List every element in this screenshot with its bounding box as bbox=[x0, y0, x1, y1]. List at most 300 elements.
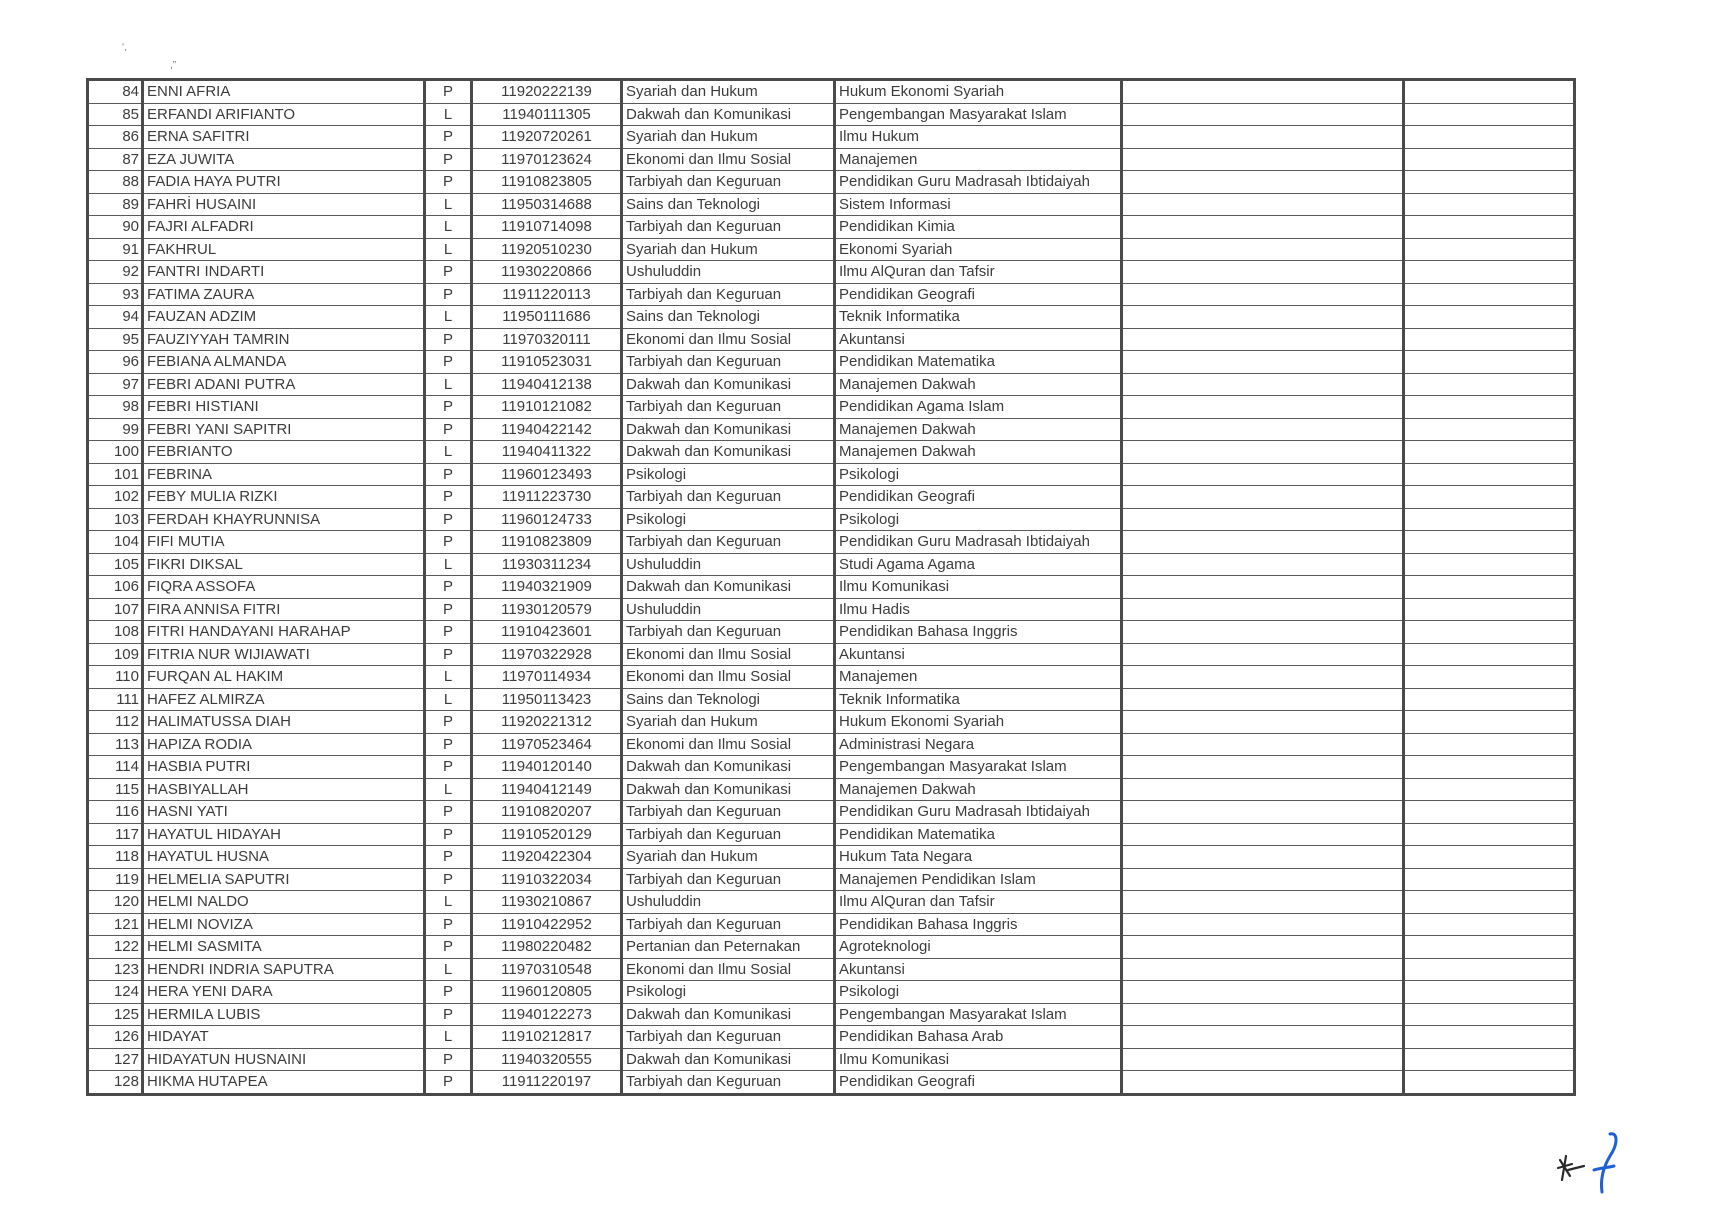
row-number-cell: 125 bbox=[88, 1003, 143, 1026]
student-id-nim-cell: 11940412149 bbox=[472, 778, 622, 801]
table-row bbox=[88, 508, 1575, 531]
student-name-cell: HAFEZ ALMIRZA bbox=[143, 688, 425, 711]
student-id-nim-cell: 11930311234 bbox=[472, 553, 622, 576]
student-name-cell: FAHRİ HUSAINI bbox=[143, 193, 425, 216]
faculty-cell: Tarbiyah dan Keguruan bbox=[622, 396, 835, 419]
empty-notes-cell bbox=[1122, 328, 1404, 351]
gender-cell: P bbox=[425, 1003, 472, 1026]
study-program-cell: Pengembangan Masyarakat Islam bbox=[835, 103, 1122, 126]
empty-notes-cell bbox=[1122, 823, 1404, 846]
empty-notes-cell bbox=[1122, 868, 1404, 891]
table-row bbox=[88, 396, 1575, 419]
empty-notes-cell bbox=[1122, 80, 1404, 104]
student-name-cell: FERDAH KHAYRUNNISA bbox=[143, 508, 425, 531]
student-id-nim-cell: 11910714098 bbox=[472, 216, 622, 239]
faculty-cell: Ushuluddin bbox=[622, 598, 835, 621]
student-id-nim-cell: 11910423601 bbox=[472, 621, 622, 644]
student-id-nim-cell: 11960120805 bbox=[472, 981, 622, 1004]
student-id-nim-cell: 11950113423 bbox=[472, 688, 622, 711]
faculty-cell: Tarbiyah dan Keguruan bbox=[622, 486, 835, 509]
faculty-cell: Dakwah dan Komunikasi bbox=[622, 1003, 835, 1026]
study-program-cell: Ilmu Komunikasi bbox=[835, 576, 1122, 599]
study-program-cell: Pendidikan Guru Madrasah Ibtidaiyah bbox=[835, 171, 1122, 194]
empty-notes-cell bbox=[1122, 643, 1404, 666]
student-id-nim-cell: 11960124733 bbox=[472, 508, 622, 531]
student-name-cell: FAKHRUL bbox=[143, 238, 425, 261]
empty-notes-cell bbox=[1122, 238, 1404, 261]
faculty-cell: Pertanian dan Peternakan bbox=[622, 936, 835, 959]
study-program-cell: Manajemen Pendidikan Islam bbox=[835, 868, 1122, 891]
empty-signature-cell bbox=[1404, 666, 1575, 689]
empty-notes-cell bbox=[1122, 148, 1404, 171]
gender-cell: P bbox=[425, 486, 472, 509]
faculty-cell: Sains dan Teknologi bbox=[622, 193, 835, 216]
empty-signature-cell bbox=[1404, 688, 1575, 711]
student-name-cell: EZA JUWITA bbox=[143, 148, 425, 171]
study-program-cell: Teknik Informatika bbox=[835, 688, 1122, 711]
faculty-cell: Tarbiyah dan Keguruan bbox=[622, 868, 835, 891]
study-program-cell: Hukum Tata Negara bbox=[835, 846, 1122, 869]
empty-signature-cell bbox=[1404, 643, 1575, 666]
row-number-cell: 111 bbox=[88, 688, 143, 711]
gender-cell: P bbox=[425, 126, 472, 149]
row-number-cell: 93 bbox=[88, 283, 143, 306]
scan-speck: ,” bbox=[170, 60, 177, 71]
empty-signature-cell bbox=[1404, 823, 1575, 846]
faculty-cell: Tarbiyah dan Keguruan bbox=[622, 216, 835, 239]
table-row bbox=[88, 823, 1575, 846]
study-program-cell: Psikologi bbox=[835, 508, 1122, 531]
empty-notes-cell bbox=[1122, 1048, 1404, 1071]
table-row bbox=[88, 576, 1575, 599]
table-row bbox=[88, 936, 1575, 959]
row-number-cell: 91 bbox=[88, 238, 143, 261]
empty-signature-cell bbox=[1404, 351, 1575, 374]
student-id-nim-cell: 11940111305 bbox=[472, 103, 622, 126]
gender-cell: L bbox=[425, 958, 472, 981]
empty-notes-cell bbox=[1122, 283, 1404, 306]
student-name-cell: HIDAYAT bbox=[143, 1026, 425, 1049]
student-id-nim-cell: 11911223730 bbox=[472, 486, 622, 509]
study-program-cell: Psikologi bbox=[835, 463, 1122, 486]
table-row bbox=[88, 846, 1575, 869]
study-program-cell: Pendidikan Agama Islam bbox=[835, 396, 1122, 419]
gender-cell: P bbox=[425, 418, 472, 441]
gender-cell: L bbox=[425, 666, 472, 689]
row-number-cell: 114 bbox=[88, 756, 143, 779]
empty-notes-cell bbox=[1122, 1026, 1404, 1049]
student-id-nim-cell: 11940122273 bbox=[472, 1003, 622, 1026]
faculty-cell: Sains dan Teknologi bbox=[622, 306, 835, 329]
student-id-nim-cell: 11940412138 bbox=[472, 373, 622, 396]
empty-notes-cell bbox=[1122, 576, 1404, 599]
gender-cell: P bbox=[425, 711, 472, 734]
empty-signature-cell bbox=[1404, 958, 1575, 981]
gender-cell: P bbox=[425, 328, 472, 351]
gender-cell: P bbox=[425, 261, 472, 284]
empty-signature-cell bbox=[1404, 80, 1575, 104]
study-program-cell: Manajemen Dakwah bbox=[835, 373, 1122, 396]
table-row bbox=[88, 1003, 1575, 1026]
student-id-nim-cell: 11910212817 bbox=[472, 1026, 622, 1049]
study-program-cell: Pengembangan Masyarakat Islam bbox=[835, 756, 1122, 779]
empty-signature-cell bbox=[1404, 1071, 1575, 1095]
table-row bbox=[88, 373, 1575, 396]
empty-signature-cell bbox=[1404, 891, 1575, 914]
empty-signature-cell bbox=[1404, 373, 1575, 396]
faculty-cell: Tarbiyah dan Keguruan bbox=[622, 1026, 835, 1049]
gender-cell: P bbox=[425, 598, 472, 621]
gender-cell: P bbox=[425, 396, 472, 419]
study-program-cell: Pendidikan Geografi bbox=[835, 486, 1122, 509]
faculty-cell: Tarbiyah dan Keguruan bbox=[622, 823, 835, 846]
empty-notes-cell bbox=[1122, 486, 1404, 509]
table-row bbox=[88, 328, 1575, 351]
gender-cell: L bbox=[425, 778, 472, 801]
table-row bbox=[88, 756, 1575, 779]
row-number-cell: 85 bbox=[88, 103, 143, 126]
empty-signature-cell bbox=[1404, 418, 1575, 441]
empty-signature-cell bbox=[1404, 463, 1575, 486]
student-id-nim-cell: 11910820207 bbox=[472, 801, 622, 824]
empty-notes-cell bbox=[1122, 103, 1404, 126]
empty-signature-cell bbox=[1404, 936, 1575, 959]
student-id-nim-cell: 11940321909 bbox=[472, 576, 622, 599]
gender-cell: L bbox=[425, 373, 472, 396]
row-number-cell: 97 bbox=[88, 373, 143, 396]
faculty-cell: Syariah dan Hukum bbox=[622, 846, 835, 869]
empty-signature-cell bbox=[1404, 441, 1575, 464]
empty-notes-cell bbox=[1122, 396, 1404, 419]
table-row bbox=[88, 441, 1575, 464]
student-name-cell: HAPIZA RODIA bbox=[143, 733, 425, 756]
row-number-cell: 118 bbox=[88, 846, 143, 869]
student-name-cell: FURQAN AL HAKIM bbox=[143, 666, 425, 689]
empty-signature-cell bbox=[1404, 1026, 1575, 1049]
empty-notes-cell bbox=[1122, 621, 1404, 644]
student-id-nim-cell: 11970523464 bbox=[472, 733, 622, 756]
faculty-cell: Ekonomi dan Ilmu Sosial bbox=[622, 666, 835, 689]
row-number-cell: 92 bbox=[88, 261, 143, 284]
study-program-cell: Hukum Ekonomi Syariah bbox=[835, 80, 1122, 104]
student-roster-table bbox=[86, 78, 1576, 1096]
empty-notes-cell bbox=[1122, 1003, 1404, 1026]
gender-cell: P bbox=[425, 1071, 472, 1095]
empty-notes-cell bbox=[1122, 351, 1404, 374]
student-name-cell: HIKMA HUTAPEA bbox=[143, 1071, 425, 1095]
empty-notes-cell bbox=[1122, 733, 1404, 756]
student-name-cell: HENDRI INDRIA SAPUTRA bbox=[143, 958, 425, 981]
study-program-cell: Manajemen bbox=[835, 148, 1122, 171]
empty-notes-cell bbox=[1122, 126, 1404, 149]
empty-signature-cell bbox=[1404, 193, 1575, 216]
study-program-cell: Administrasi Negara bbox=[835, 733, 1122, 756]
student-name-cell: FATIMA ZAURA bbox=[143, 283, 425, 306]
student-name-cell: HASBIYALLAH bbox=[143, 778, 425, 801]
student-name-cell: HAYATUL HIDAYAH bbox=[143, 823, 425, 846]
empty-signature-cell bbox=[1404, 508, 1575, 531]
empty-signature-cell bbox=[1404, 103, 1575, 126]
study-program-cell: Manajemen Dakwah bbox=[835, 441, 1122, 464]
gender-cell: P bbox=[425, 283, 472, 306]
empty-signature-cell bbox=[1404, 396, 1575, 419]
gender-cell: P bbox=[425, 981, 472, 1004]
student-name-cell: FIRA ANNISA FITRI bbox=[143, 598, 425, 621]
gender-cell: P bbox=[425, 868, 472, 891]
row-number-cell: 100 bbox=[88, 441, 143, 464]
empty-notes-cell bbox=[1122, 508, 1404, 531]
gender-cell: L bbox=[425, 688, 472, 711]
empty-signature-cell bbox=[1404, 576, 1575, 599]
study-program-cell: Ilmu AlQuran dan Tafsir bbox=[835, 891, 1122, 914]
study-program-cell: Pendidikan Bahasa Inggris bbox=[835, 621, 1122, 644]
gender-cell: P bbox=[425, 913, 472, 936]
gender-cell: P bbox=[425, 463, 472, 486]
row-number-cell: 110 bbox=[88, 666, 143, 689]
row-number-cell: 94 bbox=[88, 306, 143, 329]
student-name-cell: FEBRI ADANI PUTRA bbox=[143, 373, 425, 396]
gender-cell: P bbox=[425, 733, 472, 756]
study-program-cell: Pendidikan Bahasa Arab bbox=[835, 1026, 1122, 1049]
student-name-cell: FEBRI HISTIANI bbox=[143, 396, 425, 419]
empty-signature-cell bbox=[1404, 553, 1575, 576]
table-row bbox=[88, 1026, 1575, 1049]
table-row bbox=[88, 643, 1575, 666]
table-row bbox=[88, 531, 1575, 554]
empty-signature-cell bbox=[1404, 733, 1575, 756]
empty-signature-cell bbox=[1404, 328, 1575, 351]
student-name-cell: FANTRI INDARTI bbox=[143, 261, 425, 284]
row-number-cell: 88 bbox=[88, 171, 143, 194]
empty-signature-cell bbox=[1404, 283, 1575, 306]
study-program-cell: Pendidikan Matematika bbox=[835, 351, 1122, 374]
student-id-nim-cell: 11950314688 bbox=[472, 193, 622, 216]
row-number-cell: 87 bbox=[88, 148, 143, 171]
faculty-cell: Tarbiyah dan Keguruan bbox=[622, 283, 835, 306]
student-id-nim-cell: 11910322034 bbox=[472, 868, 622, 891]
table-row bbox=[88, 913, 1575, 936]
table-row bbox=[88, 598, 1575, 621]
row-number-cell: 101 bbox=[88, 463, 143, 486]
row-number-cell: 108 bbox=[88, 621, 143, 644]
table-row bbox=[88, 553, 1575, 576]
row-number-cell: 86 bbox=[88, 126, 143, 149]
row-number-cell: 109 bbox=[88, 643, 143, 666]
row-number-cell: 103 bbox=[88, 508, 143, 531]
table-row bbox=[88, 891, 1575, 914]
empty-signature-cell bbox=[1404, 171, 1575, 194]
empty-signature-cell bbox=[1404, 868, 1575, 891]
student-id-nim-cell: 11910422952 bbox=[472, 913, 622, 936]
student-id-nim-cell: 11910523031 bbox=[472, 351, 622, 374]
gender-cell: P bbox=[425, 801, 472, 824]
faculty-cell: Ushuluddin bbox=[622, 553, 835, 576]
row-number-cell: 112 bbox=[88, 711, 143, 734]
student-name-cell: ERFANDI ARIFIANTO bbox=[143, 103, 425, 126]
empty-notes-cell bbox=[1122, 958, 1404, 981]
empty-signature-cell bbox=[1404, 126, 1575, 149]
empty-signature-cell bbox=[1404, 621, 1575, 644]
faculty-cell: Dakwah dan Komunikasi bbox=[622, 756, 835, 779]
gender-cell: L bbox=[425, 306, 472, 329]
study-program-cell: Ilmu Komunikasi bbox=[835, 1048, 1122, 1071]
student-name-cell: HELMI NOVIZA bbox=[143, 913, 425, 936]
gender-cell: P bbox=[425, 643, 472, 666]
row-number-cell: 127 bbox=[88, 1048, 143, 1071]
row-number-cell: 113 bbox=[88, 733, 143, 756]
gender-cell: L bbox=[425, 103, 472, 126]
student-name-cell: HERA YENI DARA bbox=[143, 981, 425, 1004]
study-program-cell: Pengembangan Masyarakat Islam bbox=[835, 1003, 1122, 1026]
faculty-cell: Tarbiyah dan Keguruan bbox=[622, 351, 835, 374]
empty-signature-cell bbox=[1404, 756, 1575, 779]
faculty-cell: Ekonomi dan Ilmu Sosial bbox=[622, 958, 835, 981]
gender-cell: P bbox=[425, 846, 472, 869]
signature-paraf-icon bbox=[1548, 1130, 1638, 1200]
study-program-cell: Pendidikan Geografi bbox=[835, 1071, 1122, 1095]
study-program-cell: Akuntansi bbox=[835, 643, 1122, 666]
empty-notes-cell bbox=[1122, 463, 1404, 486]
faculty-cell: Syariah dan Hukum bbox=[622, 80, 835, 104]
scan-speck: ‘, bbox=[122, 42, 127, 53]
study-program-cell: Pendidikan Bahasa Inggris bbox=[835, 913, 1122, 936]
gender-cell: L bbox=[425, 193, 472, 216]
faculty-cell: Dakwah dan Komunikasi bbox=[622, 1048, 835, 1071]
empty-signature-cell bbox=[1404, 531, 1575, 554]
row-number-cell: 126 bbox=[88, 1026, 143, 1049]
student-name-cell: HELMI SASMITA bbox=[143, 936, 425, 959]
row-number-cell: 106 bbox=[88, 576, 143, 599]
table-row bbox=[88, 283, 1575, 306]
student-id-nim-cell: 11940411322 bbox=[472, 441, 622, 464]
faculty-cell: Dakwah dan Komunikasi bbox=[622, 103, 835, 126]
faculty-cell: Tarbiyah dan Keguruan bbox=[622, 531, 835, 554]
table-row bbox=[88, 171, 1575, 194]
study-program-cell: Sistem Informasi bbox=[835, 193, 1122, 216]
gender-cell: P bbox=[425, 936, 472, 959]
student-id-nim-cell: 11980220482 bbox=[472, 936, 622, 959]
empty-notes-cell bbox=[1122, 531, 1404, 554]
faculty-cell: Dakwah dan Komunikasi bbox=[622, 441, 835, 464]
row-number-cell: 105 bbox=[88, 553, 143, 576]
empty-signature-cell bbox=[1404, 261, 1575, 284]
faculty-cell: Ekonomi dan Ilmu Sosial bbox=[622, 733, 835, 756]
gender-cell: L bbox=[425, 891, 472, 914]
empty-signature-cell bbox=[1404, 846, 1575, 869]
empty-notes-cell bbox=[1122, 306, 1404, 329]
row-number-cell: 95 bbox=[88, 328, 143, 351]
student-id-nim-cell: 11940120140 bbox=[472, 756, 622, 779]
faculty-cell: Ekonomi dan Ilmu Sosial bbox=[622, 148, 835, 171]
student-name-cell: FIFI MUTIA bbox=[143, 531, 425, 554]
gender-cell: L bbox=[425, 216, 472, 239]
empty-notes-cell bbox=[1122, 981, 1404, 1004]
faculty-cell: Ushuluddin bbox=[622, 891, 835, 914]
student-name-cell: FEBRINA bbox=[143, 463, 425, 486]
row-number-cell: 123 bbox=[88, 958, 143, 981]
study-program-cell: Studi Agama Agama bbox=[835, 553, 1122, 576]
table-row bbox=[88, 621, 1575, 644]
student-name-cell: HERMILA LUBIS bbox=[143, 1003, 425, 1026]
table-row bbox=[88, 981, 1575, 1004]
table-row bbox=[88, 103, 1575, 126]
empty-notes-cell bbox=[1122, 193, 1404, 216]
table-row bbox=[88, 418, 1575, 441]
student-id-nim-cell: 11920510230 bbox=[472, 238, 622, 261]
empty-notes-cell bbox=[1122, 688, 1404, 711]
table-row bbox=[88, 711, 1575, 734]
table-row bbox=[88, 733, 1575, 756]
gender-cell: P bbox=[425, 80, 472, 104]
row-number-cell: 96 bbox=[88, 351, 143, 374]
study-program-cell: Pendidikan Guru Madrasah Ibtidaiyah bbox=[835, 801, 1122, 824]
student-name-cell: HASBIA PUTRI bbox=[143, 756, 425, 779]
empty-notes-cell bbox=[1122, 171, 1404, 194]
empty-signature-cell bbox=[1404, 216, 1575, 239]
empty-notes-cell bbox=[1122, 756, 1404, 779]
table-row bbox=[88, 868, 1575, 891]
row-number-cell: 124 bbox=[88, 981, 143, 1004]
row-number-cell: 119 bbox=[88, 868, 143, 891]
study-program-cell: Ilmu Hadis bbox=[835, 598, 1122, 621]
gender-cell: P bbox=[425, 1048, 472, 1071]
faculty-cell: Psikologi bbox=[622, 463, 835, 486]
study-program-cell: Ilmu AlQuran dan Tafsir bbox=[835, 261, 1122, 284]
student-id-nim-cell: 11910823809 bbox=[472, 531, 622, 554]
student-name-cell: HIDAYATUN HUSNAINI bbox=[143, 1048, 425, 1071]
faculty-cell: Ekonomi dan Ilmu Sosial bbox=[622, 643, 835, 666]
table-row bbox=[88, 238, 1575, 261]
student-name-cell: FEBIANA ALMANDA bbox=[143, 351, 425, 374]
empty-signature-cell bbox=[1404, 913, 1575, 936]
study-program-cell: Akuntansi bbox=[835, 328, 1122, 351]
student-id-nim-cell: 11970123624 bbox=[472, 148, 622, 171]
student-name-cell: FAJRI ALFADRI bbox=[143, 216, 425, 239]
table-row bbox=[88, 193, 1575, 216]
faculty-cell: Tarbiyah dan Keguruan bbox=[622, 621, 835, 644]
faculty-cell: Dakwah dan Komunikasi bbox=[622, 373, 835, 396]
student-id-nim-cell: 11970310548 bbox=[472, 958, 622, 981]
student-id-nim-cell: 11930220866 bbox=[472, 261, 622, 284]
student-name-cell: HELMELIA SAPUTRI bbox=[143, 868, 425, 891]
gender-cell: L bbox=[425, 238, 472, 261]
empty-notes-cell bbox=[1122, 778, 1404, 801]
table-row bbox=[88, 778, 1575, 801]
gender-cell: L bbox=[425, 1026, 472, 1049]
empty-notes-cell bbox=[1122, 666, 1404, 689]
student-name-cell: ERNA SAFITRI bbox=[143, 126, 425, 149]
study-program-cell: Manajemen Dakwah bbox=[835, 418, 1122, 441]
gender-cell: P bbox=[425, 621, 472, 644]
faculty-cell: Tarbiyah dan Keguruan bbox=[622, 1071, 835, 1095]
empty-signature-cell bbox=[1404, 306, 1575, 329]
empty-notes-cell bbox=[1122, 441, 1404, 464]
gender-cell: P bbox=[425, 148, 472, 171]
student-id-nim-cell: 11930120579 bbox=[472, 598, 622, 621]
row-number-cell: 98 bbox=[88, 396, 143, 419]
empty-signature-cell bbox=[1404, 148, 1575, 171]
student-id-nim-cell: 11910520129 bbox=[472, 823, 622, 846]
row-number-cell: 128 bbox=[88, 1071, 143, 1095]
student-id-nim-cell: 11930210867 bbox=[472, 891, 622, 914]
table-row bbox=[88, 306, 1575, 329]
gender-cell: P bbox=[425, 351, 472, 374]
table-row bbox=[88, 126, 1575, 149]
empty-signature-cell bbox=[1404, 238, 1575, 261]
student-id-nim-cell: 11940422142 bbox=[472, 418, 622, 441]
empty-notes-cell bbox=[1122, 261, 1404, 284]
empty-signature-cell bbox=[1404, 981, 1575, 1004]
